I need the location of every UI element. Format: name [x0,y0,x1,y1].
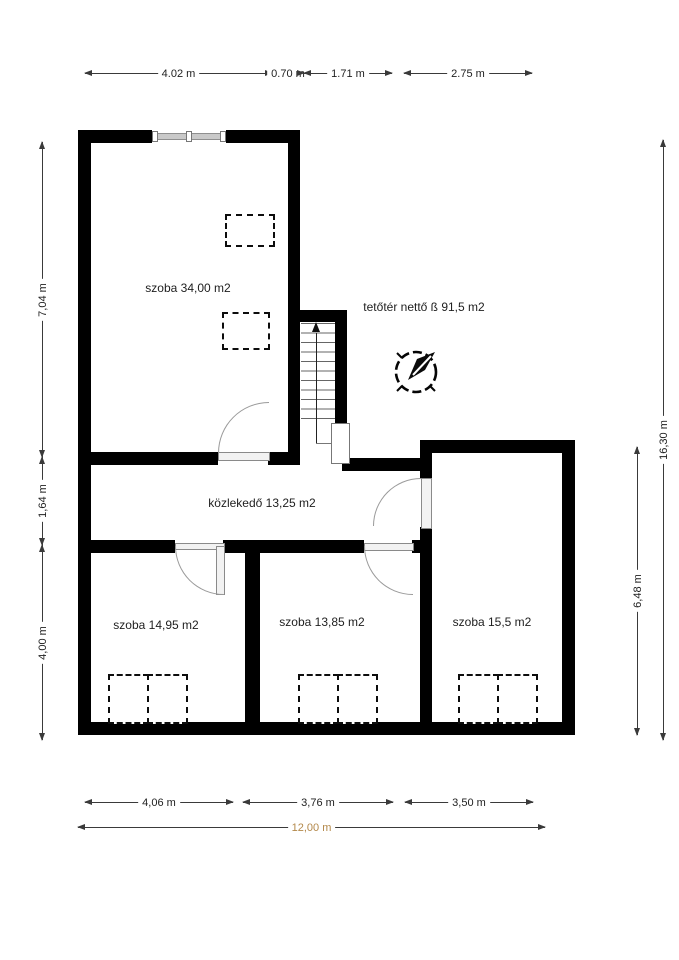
roof-window-dashed-2 [222,312,270,350]
room-label-szoba-155: szoba 15,5 m2 [452,615,532,629]
dim-right-outer: 16,30 m [663,140,664,740]
room-label-szoba-1495: szoba 14,95 m2 [113,618,199,632]
dim-left-3: 4,00 m [42,545,43,740]
roof-window-cell [298,674,339,724]
area-label-tetoter: tetőtér nettő ß 91,5 m2 [363,300,485,314]
wall-corridor-bottom-c [412,540,432,553]
roof-window-top-wall [152,130,226,143]
dim-left-1: 7,04 m [42,142,43,457]
door-arc-bigroom [218,402,269,453]
wall-rightroom-top [420,440,575,453]
wall-corridor-top-a [91,452,218,465]
stairs-up-arrow [316,333,317,443]
double-roof-window-room3 [458,674,538,724]
dim-bottom-1: 4,06 m [85,802,233,803]
stair-walkline [316,443,332,444]
wall-stair-right [335,310,347,425]
wall-outer-left [78,130,91,735]
stair-treads [301,323,335,426]
window-mullion-icon [220,131,226,142]
double-roof-window-room1 [108,674,188,724]
roof-window-dashed-1 [225,214,275,247]
dim-top-1: 4.02 m [85,73,272,74]
room-label-szoba-1385: szoba 13,85 m2 [279,615,365,629]
stairs-up-arrowhead-icon [312,322,320,332]
door-arc-room2 [364,546,413,595]
dim-top-2: 0.70 m [272,73,304,74]
dim-bottom-total: 12,00 m [78,827,545,828]
door-arc-room1 [175,546,224,595]
dim-top-3: 1.71 m [304,73,392,74]
wall-bigroom-right [288,130,300,465]
dim-left-2: 1,64 m [42,457,43,545]
roof-window-cell [337,674,378,724]
wall-rightroom-left-upper [420,453,432,478]
dim-right-inner: 6,48 m [637,447,638,735]
wall-corridor-bottom-a [91,540,175,553]
roof-window-cell [497,674,538,724]
wall-separator-rooms [245,540,260,735]
wall-outer-right [562,440,575,735]
roof-window-cell [458,674,499,724]
window-mullion-icon [186,131,192,142]
room-label-szoba-34: szoba 34,00 m2 [145,281,231,295]
double-roof-window-room2 [298,674,378,724]
dim-bottom-2: 3,76 m [243,802,393,803]
door-leaf-bigroom [218,452,270,461]
roof-window-cell [108,674,149,724]
dim-bottom-3: 3,50 m [405,802,533,803]
room-label-kozlekedo: közlekedő 13,25 m2 [208,496,316,510]
dim-top-4: 2.75 m [404,73,532,74]
stair-landing [331,423,350,464]
window-mullion-icon [152,131,158,142]
wall-rightroom-left-lower [420,527,432,735]
north-arrow-compass-icon [388,343,444,399]
door-leaf-rightroom [421,478,432,529]
roof-window-cell [147,674,188,724]
wall-corridor-top-c [342,458,420,471]
wall-corridor-top-b [268,452,300,465]
door-arc-rightroom [373,478,421,526]
